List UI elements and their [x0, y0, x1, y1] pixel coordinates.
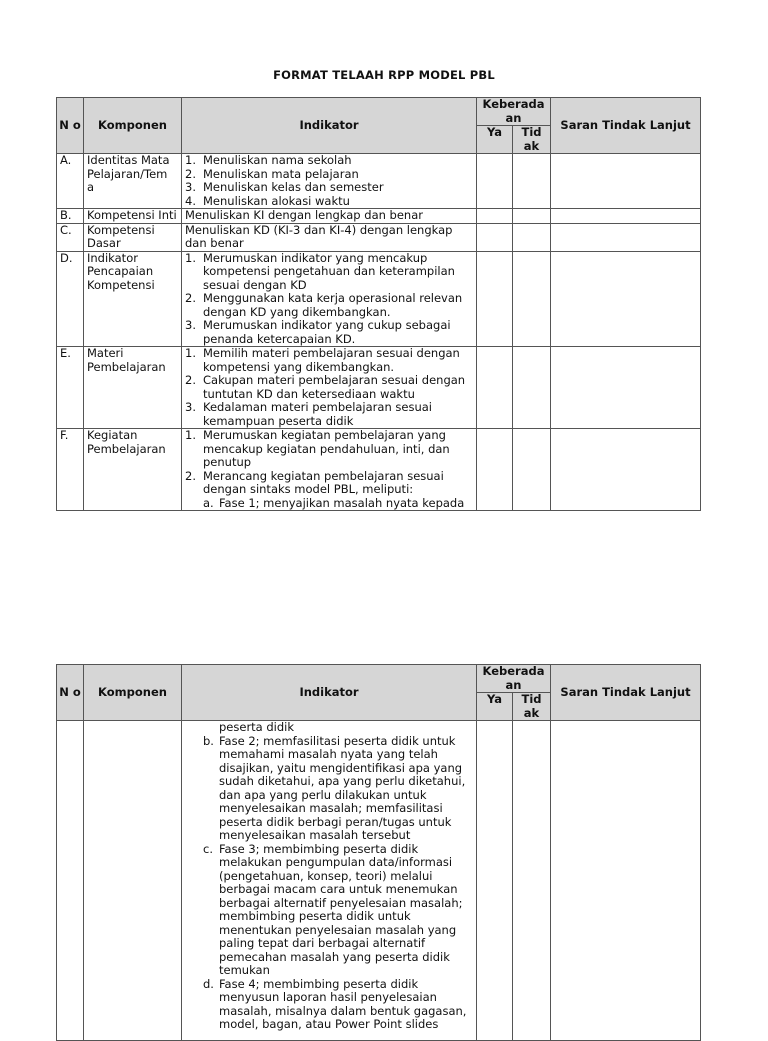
- review-table-page-2: [56, 664, 701, 1041]
- saran-cell[interactable]: [551, 209, 701, 224]
- row-komponen: Indikator Pencapaian Kompetensi: [84, 251, 182, 347]
- list-item: 2. Menggunakan kata kerja operasional relevan dengan KD yang dikembangkan.: [185, 291, 463, 319]
- row-number: C.: [57, 223, 84, 251]
- table-row: [57, 223, 701, 251]
- row-komponen: Kompetensi Dasar: [84, 223, 182, 251]
- row-komponen: Identitas Mata Pelajaran/Tem a: [84, 154, 182, 209]
- saran-cell[interactable]: [551, 347, 701, 429]
- ya-cell[interactable]: [477, 429, 513, 511]
- sub-list-item: b. Fase 2; memfasilitasi peserta didik untuk memahami masalah nyata yang telah disajikan, yaitu mengidentifikasi apa yang sudah diketahui, apa yang perlu diketahui, dan apa yang perlu dilakukan untuk menyelesaikan masalah; memfasilitasi peserta didik berbagi peran/tugas untuk menyelesaikan masalah tersebut: [203, 733, 466, 842]
- row-komponen: Materi Pembelajaran: [84, 347, 182, 429]
- tidak-cell[interactable]: [513, 154, 551, 209]
- row-indikator: Menuliskan KD (KI-3 dan KI-4) dengan lengkap dan benar: [182, 223, 477, 251]
- table-row: [57, 154, 701, 209]
- row-number: D.: [57, 251, 84, 347]
- list-item: 1. Menuliskan nama sekolah: [185, 153, 352, 167]
- ya-cell[interactable]: [477, 223, 513, 251]
- header-saran: Saran Tindak Lanjut: [551, 98, 701, 154]
- row-indikator: Menuliskan KI dengan lengkap dan benar: [182, 209, 477, 224]
- ya-cell[interactable]: [477, 721, 513, 1041]
- row-number: [57, 721, 84, 1041]
- row-indikator: [182, 251, 477, 347]
- list-item: 4. Menuliskan alokasi waktu: [185, 193, 350, 208]
- header-indikator: Indikator: [182, 98, 477, 154]
- row-komponen: [84, 721, 182, 1041]
- header-keberadaan: Keberada an: [477, 665, 551, 693]
- header-ya: Ya: [477, 693, 513, 721]
- header-tidak: Tid ak: [513, 126, 551, 154]
- saran-cell[interactable]: [551, 251, 701, 347]
- list-item: 1. Memilih materi pembelajaran sesuai dengan kompetensi yang dikembangkan.: [185, 346, 460, 374]
- header-no: N o: [57, 98, 84, 154]
- table-row: [57, 721, 701, 1041]
- review-table-page-1: [56, 97, 701, 511]
- row-indikator: [182, 347, 477, 429]
- saran-cell[interactable]: [551, 154, 701, 209]
- row-komponen: Kegiatan Pembelajaran: [84, 429, 182, 511]
- sub-list-item: a. Fase 1; menyajikan masalah nyata kepada: [203, 495, 465, 510]
- list-item: 2. Cakupan materi pembelajaran sesuai dengan tuntutan KD dan ketersediaan waktu: [185, 373, 466, 401]
- table-row: [57, 251, 701, 347]
- sub-list-item: c. Fase 3; membimbing peserta didik melakukan pengumpulan data/informasi (pengetahuan, konsep, teori) melalui berbagai macam cara untuk menemukan berbagai alternatif penyelesaian masalah; membimbing peserta didik untuk menentukan penyelesaian masalah yang paling tepat dari berbagai alternatif pemecahan masalah yang peserta didik temukan: [203, 841, 463, 977]
- row-number: E.: [57, 347, 84, 429]
- row-number: A.: [57, 154, 84, 209]
- row-number: B.: [57, 209, 84, 224]
- list-item: 2. Menuliskan mata pelajaran: [185, 166, 359, 181]
- saran-cell[interactable]: [551, 429, 701, 511]
- list-item: 3. Merumuskan indikator yang cukup sebagai penanda ketercapaian KD.: [185, 318, 451, 346]
- header-komponen: Komponen: [84, 665, 182, 721]
- row-indikator: [182, 721, 477, 1041]
- row-komponen: Kompetensi Inti: [84, 209, 182, 224]
- list-item: 3. Menuliskan kelas dan semester: [185, 180, 384, 194]
- tidak-cell[interactable]: [513, 721, 551, 1041]
- list-item: 1. Merumuskan kegiatan pembelajaran yang mencakup kegiatan pendahuluan, inti, dan penutup: [185, 428, 450, 469]
- row-number: F.: [57, 429, 84, 511]
- row-indikator: [182, 429, 477, 511]
- table-row: [57, 347, 701, 429]
- ya-cell[interactable]: [477, 251, 513, 347]
- ya-cell[interactable]: [477, 347, 513, 429]
- header-ya: Ya: [477, 126, 513, 154]
- continued-text: peserta didik: [219, 720, 295, 734]
- header-indikator: Indikator: [182, 665, 477, 721]
- table-row: [57, 209, 701, 224]
- table-row: [57, 429, 701, 511]
- list-item: 2. Merancang kegiatan pembelajaran sesuai dengan sintaks model PBL, meliputi:: [185, 468, 444, 496]
- header-keberadaan: Keberada an: [477, 98, 551, 126]
- ya-cell[interactable]: [477, 154, 513, 209]
- sub-list-item: d. Fase 4; membimbing peserta didik menyusun laporan hasil penyelesaian masalah, misalnya dalam bentuk gagasan, model, bagan, atau Power Point slides: [203, 976, 467, 1031]
- row-indikator: [182, 154, 477, 209]
- ya-cell[interactable]: [477, 209, 513, 224]
- list-item: 1. Merumuskan indikator yang mencakup kompetensi pengetahuan dan keterampilan sesuai dengan KD: [185, 250, 455, 292]
- header-saran: Saran Tindak Lanjut: [551, 665, 701, 721]
- header-tidak: Tid ak: [513, 693, 551, 721]
- tidak-cell[interactable]: [513, 223, 551, 251]
- page-title: FORMAT TELAAH RPP MODEL PBL: [273, 68, 495, 82]
- list-item: 3. Kedalaman materi pembelajaran sesuai kemampuan peserta didik: [185, 400, 432, 428]
- header-no: N o: [57, 665, 84, 721]
- saran-cell[interactable]: [551, 721, 701, 1041]
- header-komponen: Komponen: [84, 98, 182, 154]
- tidak-cell[interactable]: [513, 429, 551, 511]
- tidak-cell[interactable]: [513, 209, 551, 224]
- saran-cell[interactable]: [551, 223, 701, 251]
- tidak-cell[interactable]: [513, 251, 551, 347]
- tidak-cell[interactable]: [513, 347, 551, 429]
